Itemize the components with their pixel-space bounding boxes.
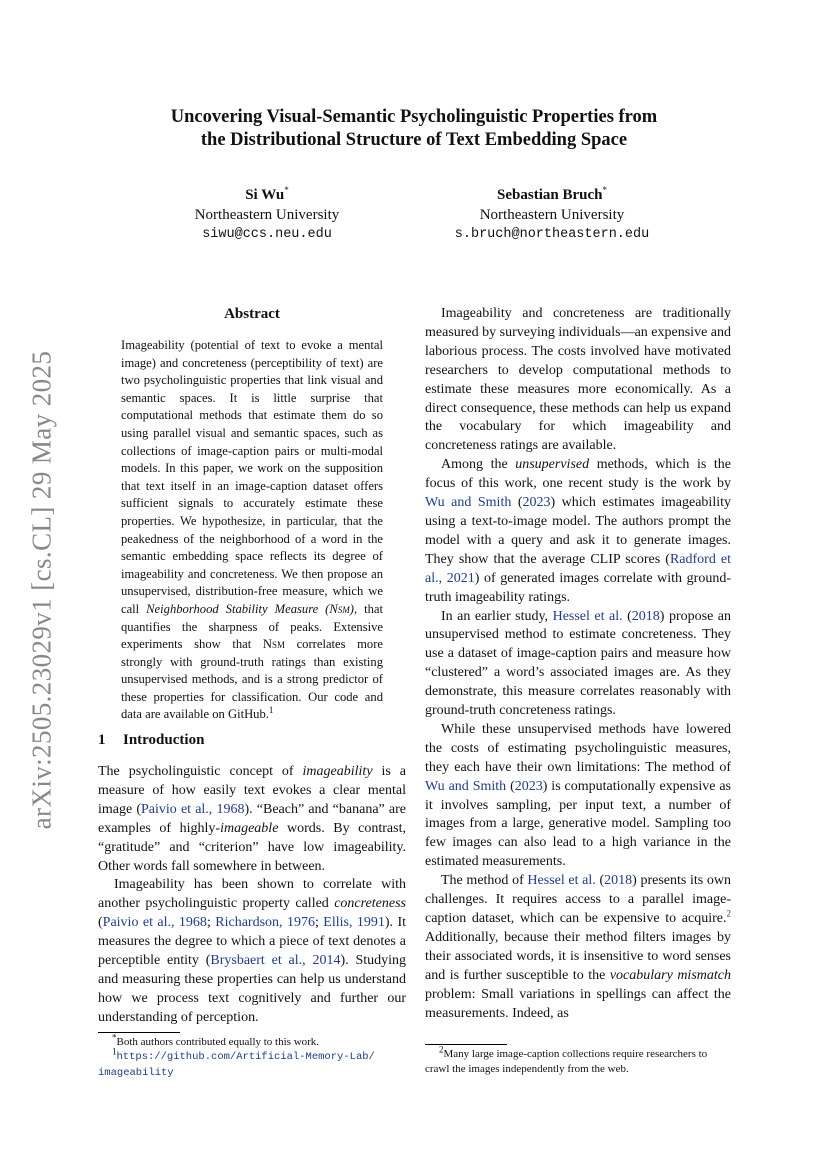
author-name: Si Wu* [245, 185, 289, 203]
citation-link[interactable]: 2018 [631, 608, 660, 624]
abstract-text: Imageability (potential of text to evoke a mental image) and concreteness (perceptibility of text) are two psycholinguistic properties that link visual and semantic spaces. It is little surprise that computational methods that estimate them do so using parallel visual and semantic spaces, such as collections of image-caption pairs or multi-modal models. In this paper, we work on the supposition that text itself in an image-caption dataset offers sufficient signals to accurately estimate these properties. We hypothesize, in particular, that the peakedness of the neighborhood of a word in the semantic embedding space reflects its degree of imageability and concreteness. We then propose an unsupervised, distribution-free measure, which we call Neighborhood Stability Measure (Nsm), that quantifies the sharpness of peaks. Extensive experiments show that Nsm correlates more strongly with ground-truth ratings than existing unsupervised methods, and is a strong predictor of these properties for classification. Our code and data are available on GitHub.$^1$ [121, 338, 384, 722]
title-line-2: the Distributional Structure of Text Embedding Space [200, 130, 628, 150]
footnote-marker[interactable]: 2 [726, 908, 731, 919]
citation-link[interactable]: Paivio et al., 1968 [141, 801, 245, 817]
author-affiliation: Northeastern University [194, 207, 340, 223]
citation-link[interactable]: Brysbaert et al., 2014 [210, 953, 341, 969]
left-column-body [98, 763, 406, 1028]
footnote-rule-left [98, 1032, 180, 1033]
right-paragraph-1: Imageability and concreteness are traditionally measured by surveying individuals—an expensive and laborious process. The costs involved have motivated researchers to develop computational methods to estimate these measures more economically. As a direct consequence, these methods can help us expand the vocabulary for which imageability and concreteness ratings are available. [425, 306, 731, 454]
title-line-1: Uncovering Visual-Semantic Psycholinguistic Properties from [170, 107, 658, 127]
citation-link[interactable]: 2018 [604, 873, 633, 889]
intro-paragraph-1: The psycholinguistic concept of imageability is a measure of how easily text evokes a clear mental image (Paivio et al., 1968). “Beach” and “banana” are examples of highly-imageable words. By contrast, “gratitude” and “criterion” have low imageability. Other words fall somewhere in between. [98, 764, 406, 874]
citation-link[interactable]: Wu and Smith [425, 495, 512, 511]
citation-link[interactable]: Richardson, 1976 [215, 915, 315, 931]
footnote-image-caption-collections: $^2$Many large image-caption collections require researchers to crawl the images independently from the web. [425, 1044, 708, 1075]
citation-link[interactable]: Ellis, 1991 [323, 915, 385, 931]
footnote-equal-contribution: *Both authors contributed equally to this work. [112, 1032, 320, 1048]
arxiv-sidebar-stamp [22, 330, 62, 850]
right-column-body [425, 305, 731, 1023]
citation-link[interactable]: Hessel et al. [527, 873, 596, 889]
citation-link[interactable]: Radford et al., 2021 [425, 551, 732, 586]
right-paragraph-2: Among the unsupervised methods, which is the focus of this work, one recent study is the work by Wu and Smith (2023) which estimates imageability using a text-to-image model. The authors prompt the model with a query and ask it to generate images. They show that the average CLIP scores (Radford et al., 2021) of generated images correlate with ground-truth imageability ratings. [425, 457, 732, 605]
author-block-1 [137, 185, 397, 245]
citation-link[interactable]: Wu and Smith [425, 778, 507, 794]
arxiv-identifier: arXiv:2505.23029v1 [cs.CL] 29 May 2025 [26, 350, 57, 830]
citation-link[interactable]: Paivio et al., 1968 [102, 915, 207, 931]
citation-link[interactable]: 2023 [522, 495, 551, 511]
author-affiliation: Northeastern University [479, 207, 625, 223]
footnote-github-url: $^1$https://github.com/Artificial-Memory-Lab/ imageability [98, 1046, 375, 1079]
paper-title [98, 106, 730, 152]
author-email: s.bruch@northeastern.edu [454, 227, 650, 242]
right-paragraph-3: In an earlier study, Hessel et al. (2018) propose an unsupervised method to estimate concreteness. They use a dataset of image-caption pairs and measure how “clustered” a word’s associated images are. As they demonstrate, this measure correlates reasonably with ground-truth concreteness ratings. [425, 608, 732, 719]
author-name: Sebastian Bruch* [497, 185, 607, 203]
author-email: siwu@ccs.neu.edu [202, 227, 332, 242]
right-paragraph-5: The method of Hessel et al. (2018) presents its own challenges. It requires access to a parallel image-caption dataset, which can be expensive to acquire.$^2$ Additionally, because their method filters images by their associated words, it is insensitive to word senses and is further susceptible to the vocabulary mismatch problem: Small variations in spellings can affect the measurements. Indeed, as [425, 873, 731, 1021]
footnote-rule-right [425, 1044, 507, 1045]
github-link[interactable]: https://github.com/Artificial-Memory-Lab/ imageability [98, 1051, 375, 1079]
abstract-heading: Abstract [224, 306, 280, 322]
intro-paragraph-2: Imageability has been shown to correlate with another psycholinguistic property called concreteness (Paivio et al., 1968; Richardson, 1976; Ellis, 1991). It measures the degree to which a piece of text denotes a perceptible entity (Brysbaert et al., 2014). Studying and measuring these properties can help us understand how we process text cognitively and further our understanding of perception. [98, 877, 407, 1025]
citation-link[interactable]: 2023 [514, 778, 543, 794]
right-paragraph-4: While these unsupervised methods have lowered the costs of estimating psycholinguistic measures, they each have their own limitations: The method of Wu and Smith (2023) is computationally expensive as it involves sampling, per input text, a number of images from a large, generative model. Sampling too few images can also lead to a high variance in the estimated measurements. [425, 721, 731, 870]
citation-link[interactable]: Hessel et al. [552, 608, 623, 624]
section-heading-introduction: 1 Introduction [98, 732, 205, 748]
author-block-2 [422, 185, 682, 245]
